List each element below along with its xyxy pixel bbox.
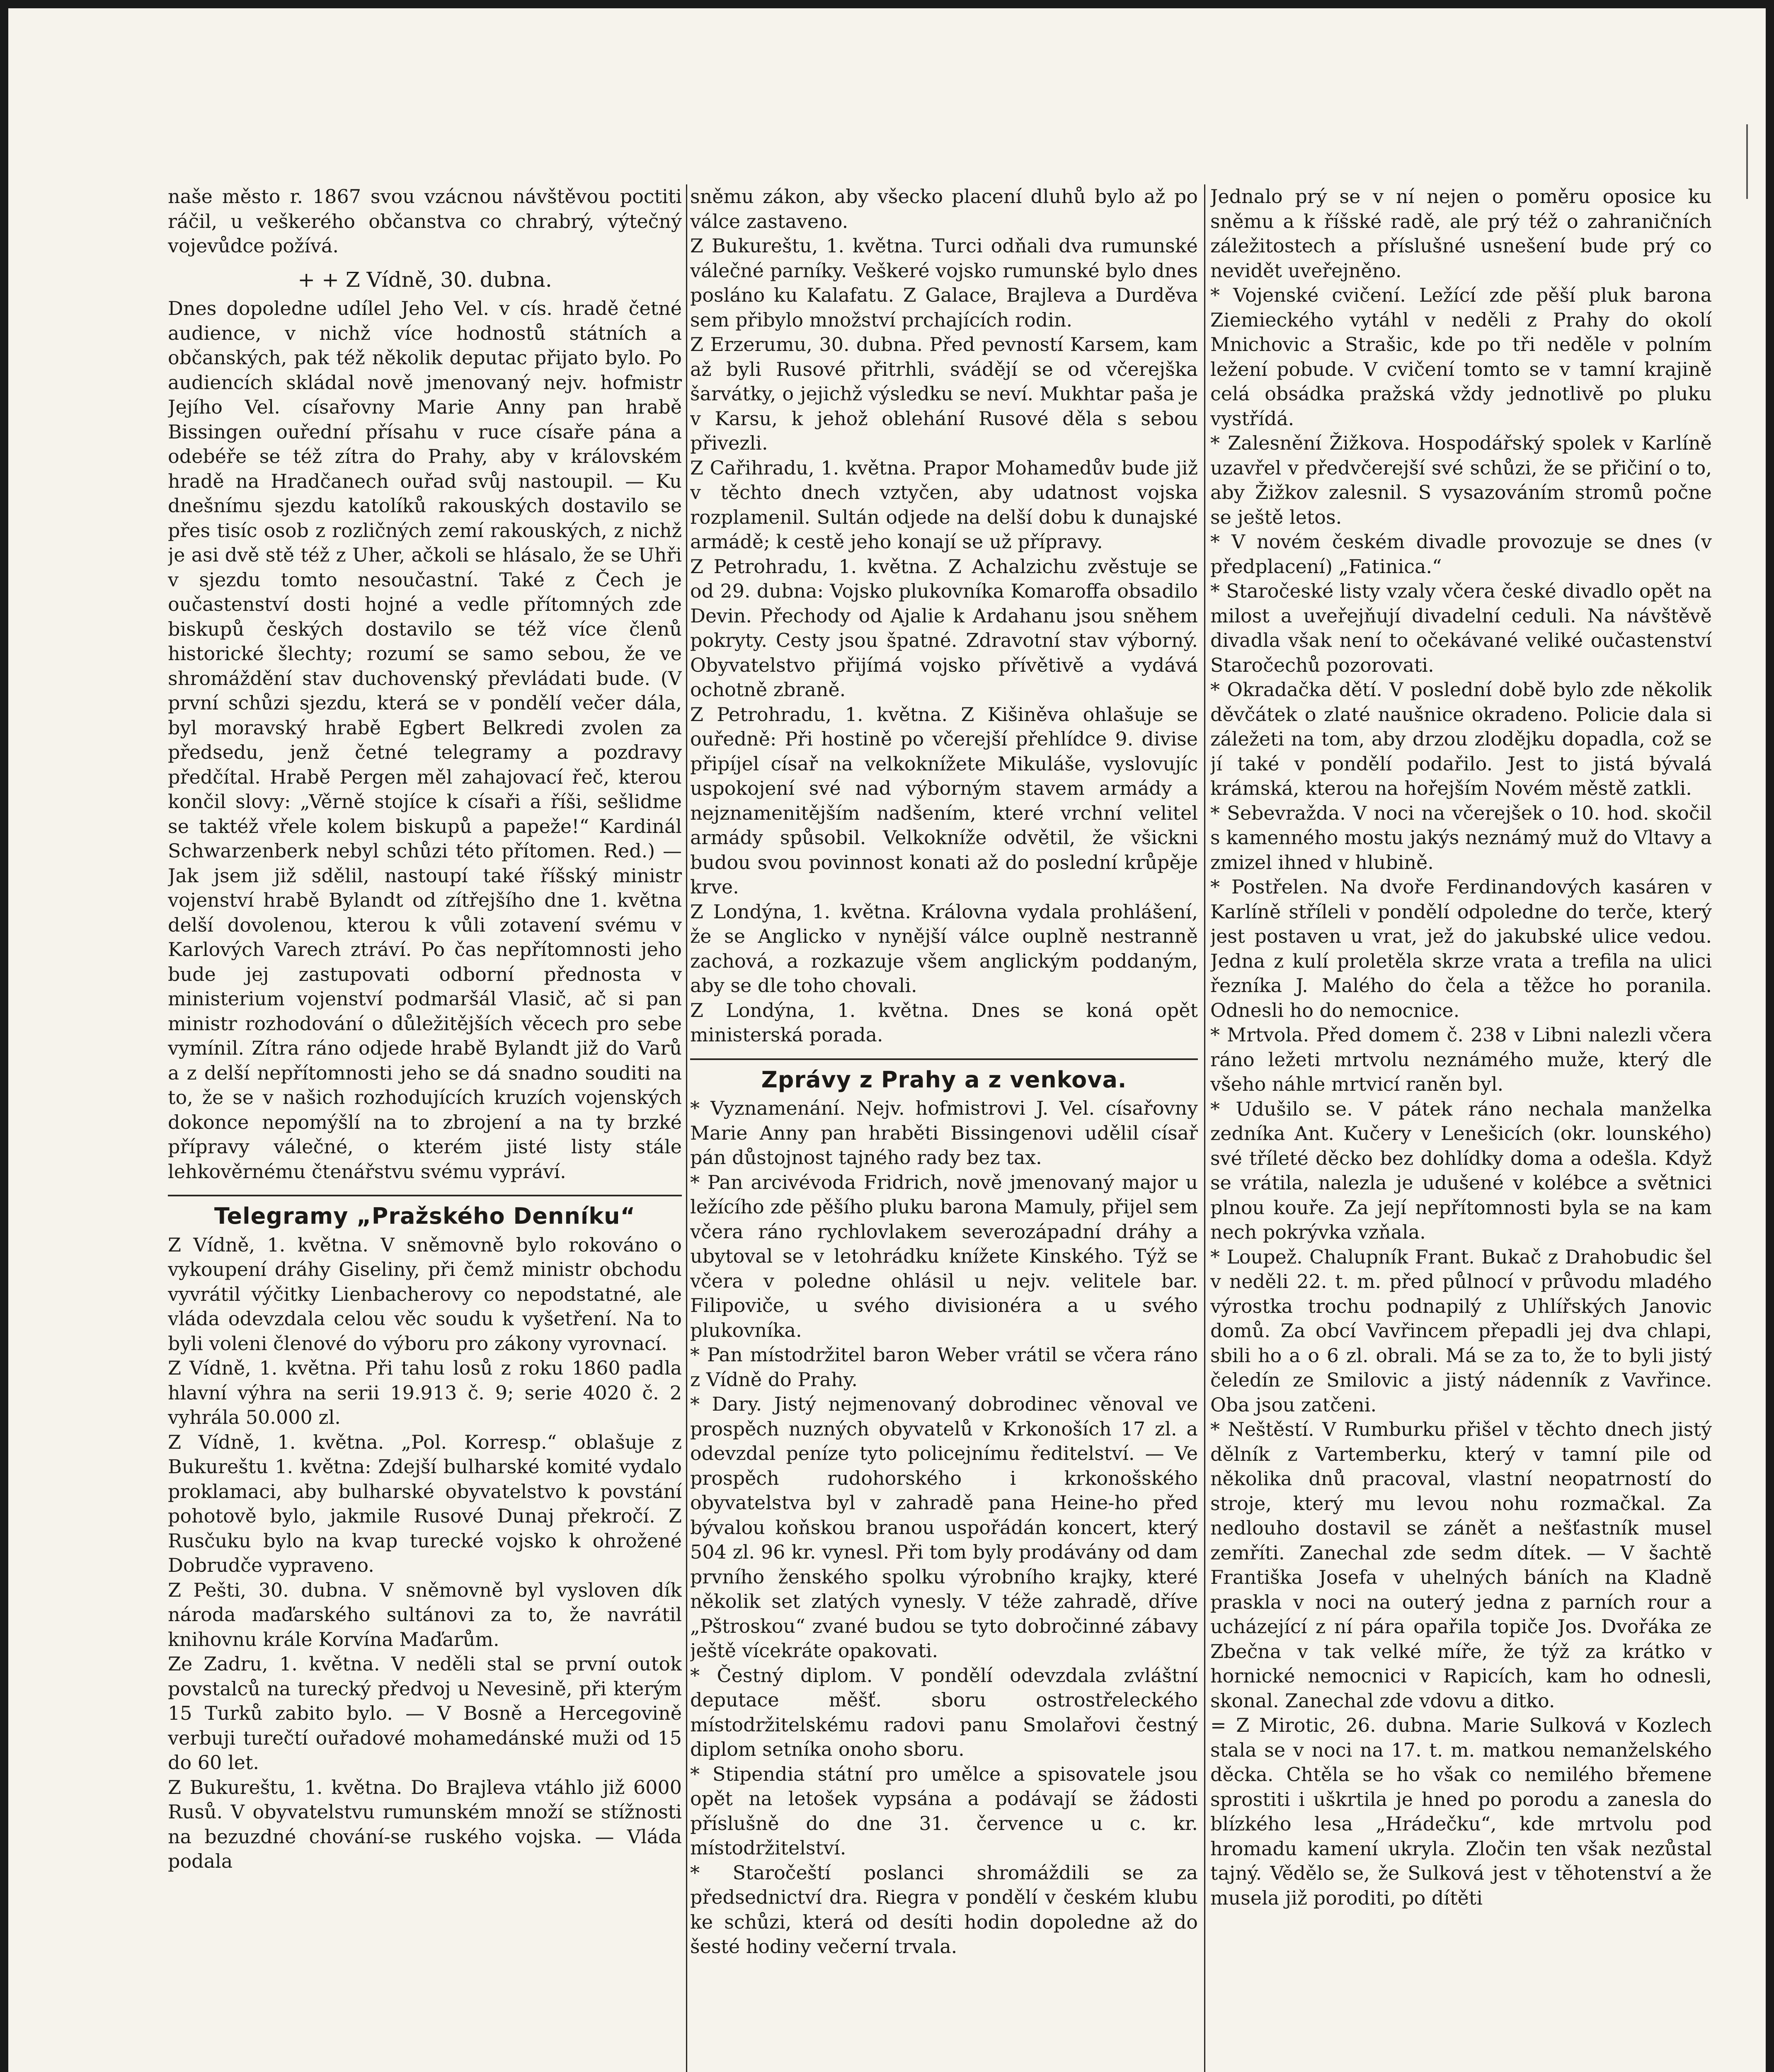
telegram-paragraph: Z Bukureštu, 1. května. Do Brajleva vtáhlo již 6000 Rusů. V obyvatelstvu rumunském množí se stížnosti na bezuzdné chování-se ruského vojska. — Vláda podala xyxy=(168,1776,682,1872)
news-item: * Zalesnění Žižkova. Hospodářský spolek v Karlíně uzavřel v předvčerejší své schůzi, že se přičiní o to, aby Žižkov zalesnil. S vysazováním stromů počne se ještě letos. xyxy=(1210,432,1712,528)
telegram-paragraph: Z Londýna, 1. května. Královna vydala prohlášení, že se Anglicko v nynější válce ouplně nestranně zachová, a rozkazuje všem anglickým poddaným, aby se dle toho chovali. xyxy=(690,900,1198,997)
news-item: * Pan místodržitel baron Weber vrátil se včera ráno z Vídně do Prahy. xyxy=(690,1343,1198,1391)
news-item: * V novém českém divadle provozuje se dnes (v předplacení) „Fatinica.“ xyxy=(1210,530,1712,578)
news-item: * Mrtvola. Před domem č. 238 v Libni nalezli včera ráno ležeti mrtvolu neznámého muže, který dle všeho náhle mrtvicí raněn byl. xyxy=(1210,1024,1712,1095)
telegram-paragraph: Z Londýna, 1. května. Dnes se koná opět ministerská porada. xyxy=(690,999,1198,1046)
news-item: = Z Mirotic, 26. dubna. Marie Sulková v Kozlech stala se v noci na 17. t. m. matkou nemanželského děcka. Chtěla se ho však co nemilého břemene sprostiti i uškrtila je hned po porodu a zanesla do blízkého lesa „Hrádečku“, kde mrtvolu pod hromadu kamení ukryla. Zločin ten však nezůstal tajný. Vědělo se, že Sulková jest v těhotenství a že musela již poroditi, po dítěti xyxy=(1210,1714,1712,1909)
telegram-paragraph: Z Vídně, 1. května. Při tahu losů z roku 1860 padla hlavní výhra na serii 19.913 č. 9; serie 4020 č. 2 vyhrála 50.000 zl. xyxy=(168,1357,682,1428)
news-item: * Staročeští poslanci shromáždili se za předsednictví dra. Riegra v pondělí v českém klubu ke schůzi, která od desíti hodin dopoledne až do šesté hodiny večerní trvala. xyxy=(690,1861,1198,1958)
news-item: * Udušilo se. V pátek ráno nechala manželka zedníka Ant. Kučery v Lenešicích (okr. lounského) své tříleté děcko bez dohlídky doma a odešla. Když se vrátila, nalezla je udušené v kolébce a světnici plnou kouře. Za její nepřítomnosti byla se na kam nech pokrývka vzňala. xyxy=(1210,1097,1712,1243)
news-item: * Loupež. Chalupník Frant. Bukač z Drahobudic šel v neděli 22. t. m. před půlnocí v průvodu mladého výrostka trochu podnapilý z Uhlířských Janovic domů. Za obcí Vavřincem přepadli jej dva chlapi, sbili ho a o 6 zl. obrali. Má se za to, že to byli jistý čeledín ze Smilovic a jistý nádenník z Vavřince. Oba jsou zatčeni. xyxy=(1210,1245,1712,1416)
news-item: * Pan arcivévoda Fridrich, nově jmenovaný major u ležícího zde pěšího pluku barona Mamuly, přijel sem včera ráno rychlovlakem severozápadní dráhy a ubytoval se v letohrádku knížete Kinského. Týž se včera v poledne ohlásil u nejv. velitele bar. Filipoviče, u svého divisionéra a u svého plukovníka. xyxy=(690,1171,1198,1341)
news-item: * Dary. Jistý nejmenovaný dobrodinec věnoval ve prospěch nuzných obyvatelů v Krkonoších 17 zl. a odevzdal peníze tyto policejnímu ředitelství. — Ve prospěch rudohorského i krkonošského obyvatelstva byl v zahradě pana Heine-ho před bývalou koňskou branou uspořádán koncert, který 504 zl. 96 kr. vynesl. Při tom byly prodávány od dam prvního ženského spolku výrobního krajky, které několik set zlatých vynesly. V téže zahradě, dříve „Pštroskou“ zvané budou se tyto dobročinné zábavy ještě vícekráte opakovati. xyxy=(690,1393,1198,1662)
telegram-paragraph: Z Cařihradu, 1. května. Prapor Mohamedův bude již v těchto dnech vztyčen, aby udatnost vojska rozplamenil. Sultán odjede na delší dobu k dunajské armádě; k cestě jeho konají se už přípravy. xyxy=(690,456,1198,553)
news-item: Jednalo prý se v ní nejen o poměru oposice ku sněmu a k říšské radě, ale prý též o zahraničních záležitostech a příslušné usnešení bude prý co nevidět uveřejněno. xyxy=(1210,185,1712,282)
telegram-paragraph: Z Petrohradu, 1. května. Z Kišiněva ohlašuje se ouředně: Při hostině po včerejší přehlídce 9. divise připíjel císař na velkoknížete Mikuláše, vyslovujíc uspokojení své nad výborným stavem armády a nejznamenitějším nadšením, které vrchní velitel armády spůsobil. Velkokníže odvětil, že všickni budou svou povinnost konati až do poslední krůpěje krve. xyxy=(690,703,1198,898)
telegram-paragraph: sněmu zákon, aby všecko placení dluhů bylo až po válce zastaveno. xyxy=(690,185,1198,232)
telegram-paragraph: Z Pešti, 30. dubna. V sněmovně byl vysloven dík národa maďarského sultánovi za to, že navrátil knihovnu krále Korvína Maďarům. xyxy=(168,1578,682,1651)
news-item: * Postřelen. Na dvoře Ferdinandových kasáren v Karlíně stříleli v pondělí odpoledne do terče, který jest postaven u vrat, jež do jakubské ulice vedou. Jedna z kulí proletěla skrze vrata a trefila na ulici řezníka J. Malého do čela a těžce ho poranila. Odnesli ho do nemocnice. xyxy=(1210,876,1712,1021)
column-3 xyxy=(1210,184,1712,2072)
news-item: * Okradačka dětí. V poslední době bylo zde několik děvčátek o zlaté naušnice okradeno. Policie dala si záležeti na tom, aby drzou zlodějku dopadla, což se jí také v pondělí podařilo. Jest to jistá bývalá krámská, kterou na hořejším Novém městě zatkli. xyxy=(1210,678,1712,799)
article-paragraph: naše město r. 1867 svou vzácnou návštěvou poctiti ráčil, u veškerého občanstva co chrabrý, výtečný vojevůdce požívá. xyxy=(168,185,682,257)
news-item: * Staročeské listy vzaly včera české divadlo opět na milost a uveřejňují divadelní ceduli. Na návštěvě divadla však není to očekávané veliké oučastenství Staročechů pozorovati. xyxy=(1210,580,1712,676)
section-divider xyxy=(168,1195,682,1196)
column-2 xyxy=(690,184,1198,2072)
newspaper-page xyxy=(168,184,1712,2072)
telegram-paragraph: Z Vídně, 1. května. V sněmovně bylo rokováno o vykoupení dráhy Giseliny, při čemž ministr obchodu vyvrátil výčitky Lienbacherovy co nepodstatné, ale vláda odevzdala celou věc soudu k vyšetření. Na to byli voleni členové do výboru pro zákony vyrovnací. xyxy=(168,1233,682,1355)
article-paragraph: Dnes dopoledne udílel Jeho Vel. v cís. hradě četné audience, v nichž více hodnostů státních a občanských, pak též několik deputac přijato bylo. Po audiencích skládal nově jmenovaný nejv. hofmistr Jejího Vel. císařovny Marie Anny pan hrabě Bissingen ouřední přísahu v ruce císaře pána a odebéře se též zítra do Prahy, aby v královském hradě na Hradčanech ouřad svůj nastoupil. — Ku dnešnímu sjezdu katolíků rakouských dostavilo se přes tisíc osob z rozličných zemí rakouských, z nichž je asi dvě stě též z Uher, ačkoli se hlásalo, že se Uhři v sjezdu tomto nesoučastní. Také z Čech je oučastenství dosti hojné a vedle přítomných zde biskupů českých dostavilo se též více členů historické šlechty; rozumí se samo sebou, že ve shromáždění stav duchovenský převládati bude. (V první schůzi sjezdu, která se v pondělí večer dála, byl moravský hrabě Egbert Belkredi zvolen za předsedu, jenž četné telegramy a pozdravy předčítal. Hrabě Pergen měl zahajovací řeč, kterou končil slovy: „Věrně stojíce k císaři a říši, sešlidme se taktéž vřele kolem biskupů a papeže!“ Kardinál Schwarzenberk nebyl schůzi této přítomen. Red.) — Jak jsem již sdělil, nastoupí také říšský ministr vojenství hrabě Bylandt od zítřejšího dne 1. května delší dovolenou, kterou k vůli zotavení svému v Karlových Varech ztráví. Po čas nepřítomnosti jeho bude jej zastupovati odborní přednosta v ministerium vojenství podmaršál Vlasič, ač si pan ministr rozhodování o důležitějších věcech pro sebe vymínil. Zítra ráno odjede hrabě Bylandt již do Varů a z delší nepřítomnosti jeho se dá snadno souditi na to, že se v našich rozhodujících kruzích vojenských dokonce nepomýšlí na to zbrojení a na ty brzké přípravy válečné, o kterém jisté listy stále lehkověrnému čtenářstvu svému vypráví. xyxy=(168,297,682,1183)
news-item: * Sebevražda. V noci na včerejšek o 10. hod. skočil s kamenného mostu jakýs neznámý muž do Vltavy a zmizel ihned v hlubině. xyxy=(1210,801,1712,874)
column-1 xyxy=(168,184,682,2072)
telegram-paragraph: Z Erzerumu, 30. dubna. Před pevností Karsem, kam až byli Rusové přitrhli, svádějí se od včerejška šarvátky, o jejichž výsledku se neví. Mukhtar paša je v Karsu, k jehož oblehání Rusové děla s sebou přivezli. xyxy=(690,333,1198,454)
news-item: * Stipendia státní pro umělce a spisovatele jsou opět na letošek vypsána a podávají se žádosti příslušně do dne 31. července u c. kr. místodržitelství. xyxy=(690,1762,1198,1859)
telegram-paragraph: Ze Zadru, 1. května. V neděli stal se první outok povstalců na turecký předvoj u Nevesině, při kterým 15 Turků zabito bylo. — V Bosně a Hercegovině verbuji turečtí ouřadové mohamedánské muži od 15 do 60 let. xyxy=(168,1653,682,1774)
dateline-heading: + + Z Vídně, 30. dubna. xyxy=(298,267,552,292)
telegram-paragraph: Z Vídně, 1. května. „Pol. Korresp.“ oblašuje z Bukureštu 1. května: Zdejší bulharské komité vydalo proklamaci, aby bulharské obyvatelstvo k povstání pohotově bylo, jakmile Rusové Dunaj překročí. Z Rusčuku bylo na kvap turecké vojsko k ohrožené Dobrudče vypraveno. xyxy=(168,1431,682,1576)
news-item: * Neštěstí. V Rumburku přišel v těchto dnech jistý dělník z Vartemberku, který v tamní pile od několika dnů pracoval, vlastní neopatrností do stroje, který mu levou nohu rozmačkal. Za nedlouho dostavil se zánět a nešťastník musel zemříti. Zanechal zde sedm dítek. — V šachtě Františka Josefa v uhelných báních na Kladně praskla v noci na outerý jedna z parních rour a ucházející z ní pára opařila topiče Jos. Dvořáka ze Zbečna v tak velké míře, že týž za krátko v hornické nemocnici v Rapicích, kam ho odnesli, skonal. Zanechal zde vdovu a ditko. xyxy=(1210,1418,1712,1712)
column-rule xyxy=(686,184,687,2072)
news-item: * Vojenské cvičení. Ležící zde pěší pluk barona Ziemieckého vytáhl v neděli z Prahy do okolí Mnichovic a Strašic, kde po tři neděle v polním ležení pobude. V cvičení tomto se v tamní krajině celá obsádka pražská vždy jednotlivě po pluku vystřídá. xyxy=(1210,284,1712,430)
column-rule xyxy=(1204,184,1205,2072)
section-heading: Zprávy z Prahy a z venkova. xyxy=(761,1066,1127,1093)
news-item: * Čestný diplom. V pondělí odevzdala zvláštní deputace měšť. sboru ostrostřeleckého místodržitelskému radovi panu Smolařovi čestný diplom setníka onoho sboru. xyxy=(690,1664,1198,1760)
section-divider xyxy=(690,1058,1198,1060)
section-heading: Telegramy „Pražského Denníku“ xyxy=(214,1203,636,1229)
telegram-paragraph: Z Petrohradu, 1. května. Z Achalzichu zvěstuje se od 29. dubna: Vojsko plukovníka Komaroffa obsadilo Devin. Přechody od Ajalie k Ardahanu jsou sněhem pokryty. Cesty jsou špatné. Zdravotní stav výborný. Obyvatelstvo přijímá vojsko přívětivě a vydává ochotně zbraně. xyxy=(690,555,1198,701)
telegram-paragraph: Z Bukureštu, 1. května. Turci odňali dva rumunské válečné parníky. Veškeré vojsko rumunské bylo dnes posláno ku Kalafatu. Z Galace, Brajleva a Durděva sem přibylo množství prchajících rodin. xyxy=(690,235,1198,331)
news-item: * Vyznamenání. Nejv. hofmistrovi J. Vel. císařovny Marie Anny pan hraběti Bissingenovi udělil císař pán důstojnost tajného rady bez tax. xyxy=(690,1097,1198,1169)
